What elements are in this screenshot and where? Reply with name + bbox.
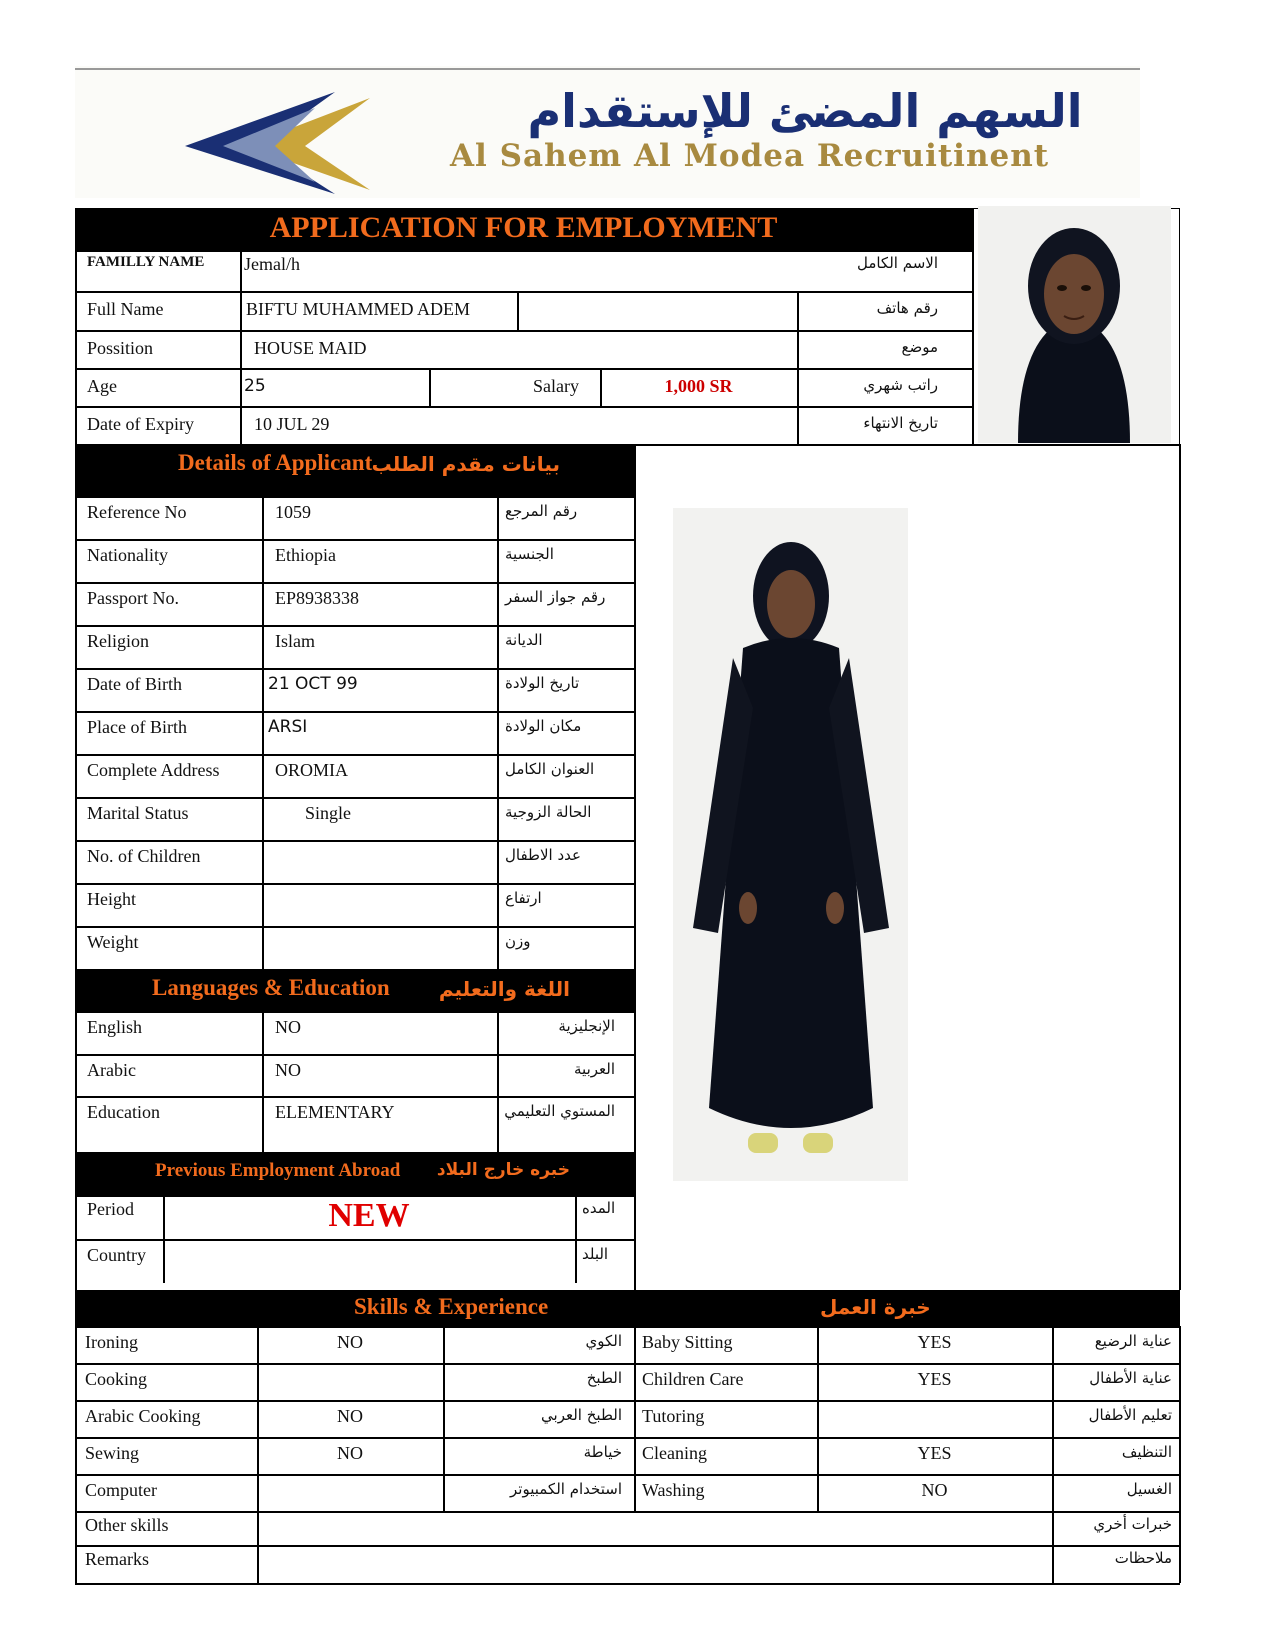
details-title: Details of Applicant: [178, 450, 373, 475]
detail-label: Reference No: [87, 502, 187, 522]
detail-value: EP8938338: [275, 588, 360, 608]
grid-line-v: [1179, 444, 1181, 1290]
grid-line-v: [517, 291, 519, 330]
grid-line-h: [75, 1583, 1180, 1585]
top-label: Date of Expiry: [87, 414, 194, 434]
skill-value: YES: [917, 1443, 952, 1463]
language-label: English: [87, 1017, 143, 1037]
detail-value: 21 OCT 99: [268, 674, 358, 694]
salary-label: Salary: [533, 376, 579, 396]
language-label-arabic: المستوي التعليمي: [504, 1102, 615, 1120]
grid-line-v: [1052, 1326, 1054, 1583]
salary-value: 1,000 SR: [664, 376, 733, 396]
detail-value: ARSI: [268, 717, 308, 737]
grid-line-h: [75, 1511, 1180, 1513]
grid-line-h: [75, 1054, 634, 1056]
skill-label-arabic: الطبخ: [586, 1369, 622, 1387]
skill-label-arabic: عناية الأطفال: [1089, 1369, 1172, 1387]
skill-label-arabic: خياطة: [583, 1443, 622, 1461]
detail-label-arabic: العنوان الكامل: [505, 760, 595, 778]
language-value: NO: [275, 1017, 301, 1037]
languages-title-arabic: اللغة والتعليم: [438, 977, 570, 1001]
detail-label: Passport No.: [87, 588, 180, 608]
language-label-arabic: العربية: [574, 1060, 615, 1078]
logo-arabic-name: السهم المضئ للإستقدام: [527, 84, 1083, 138]
skill-label: Children Care: [642, 1369, 744, 1389]
grid-line-v: [575, 1195, 577, 1283]
grid-line-v: [443, 1326, 445, 1511]
skill-value: NO: [337, 1332, 363, 1352]
grid-line-h: [75, 496, 634, 498]
grid-line-v: [262, 496, 264, 969]
top-value: HOUSE MAID: [254, 338, 367, 358]
grid-line-v: [634, 1326, 636, 1511]
detail-label-arabic: مكان الولادة: [505, 717, 582, 735]
skill-value: YES: [917, 1332, 952, 1352]
skills-title-arabic: خبرة العمل: [820, 1295, 931, 1319]
grid-line-h: [75, 754, 634, 756]
grid-line-h: [75, 797, 634, 799]
skills-title: Skills & Experience: [354, 1294, 549, 1319]
language-label-arabic: الإنجليزية: [558, 1017, 615, 1035]
detail-value: Single: [305, 803, 352, 823]
other-skills-label-arabic: خبرات أخري: [1093, 1515, 1172, 1533]
skill-label-arabic: استخدام الكمبيوتر: [510, 1480, 622, 1498]
language-label: Arabic: [87, 1060, 136, 1080]
top-label-arabic: تاريخ الانتهاء: [863, 414, 938, 432]
detail-label: Height: [87, 889, 136, 909]
detail-value: OROMIA: [275, 760, 349, 780]
grid-line-h: [75, 582, 634, 584]
grid-line-v: [497, 1011, 499, 1152]
full-body-person-icon: [673, 508, 908, 1181]
grid-line-h: [75, 1096, 634, 1098]
skill-label: Cleaning: [642, 1443, 707, 1463]
detail-label-arabic: ارتفاع: [505, 889, 542, 907]
top-label: Full Name: [87, 299, 164, 319]
detail-value: Ethiopia: [275, 545, 336, 565]
top-label: Possition: [87, 338, 154, 358]
remarks-label: Remarks: [85, 1549, 149, 1569]
skill-value: NO: [337, 1406, 363, 1426]
detail-label: Place of Birth: [87, 717, 187, 737]
grid-line-h: [75, 1474, 1180, 1476]
top-value: Jemal/h: [244, 254, 300, 274]
detail-label-arabic: الحالة الزوجية: [505, 803, 592, 821]
remarks-label-arabic: ملاحظات: [1114, 1549, 1172, 1567]
grid-line-h: [75, 539, 634, 541]
detail-label: No. of Children: [87, 846, 201, 866]
skill-label: Computer: [85, 1480, 157, 1500]
grid-line-h: [75, 1437, 1180, 1439]
previous-title: Previous Employment Abroad: [155, 1160, 401, 1181]
detail-value: Islam: [275, 631, 315, 651]
language-value: NO: [275, 1060, 301, 1080]
country-label-arabic: البلد: [582, 1245, 609, 1263]
skill-label-arabic: تعليم الأطفال: [1088, 1406, 1172, 1424]
skill-label-arabic: الطبخ العربي: [541, 1406, 622, 1424]
top-label-arabic: الاسم الكامل: [856, 254, 938, 272]
languages-title: Languages & Education: [152, 975, 390, 1000]
grid-line-h: [75, 291, 972, 293]
top-value: 25: [244, 376, 266, 396]
grid-line-v: [1179, 208, 1180, 444]
grid-line-v: [634, 444, 636, 1290]
grid-line-v: [497, 496, 499, 969]
detail-label-arabic: تاريخ الولادة: [505, 674, 580, 692]
grid-line-h: [75, 1400, 1180, 1402]
detail-label: Marital Status: [87, 803, 189, 823]
top-label: FAMILLY NAME: [87, 254, 205, 270]
top-value: BIFTU MUHAMMED ADEM: [246, 299, 471, 319]
grid-line-h: [75, 711, 634, 713]
skill-label: Arabic Cooking: [85, 1406, 201, 1426]
form-title: APPLICATION FOR EMPLOYMENT: [269, 211, 778, 244]
grid-line-h: [75, 1545, 1180, 1547]
grid-line-h: [75, 840, 634, 842]
detail-label-arabic: رقم المرجع: [505, 502, 578, 520]
detail-label: Nationality: [87, 545, 168, 565]
skill-label: Washing: [642, 1480, 705, 1500]
skill-label-arabic: الكوي: [585, 1332, 622, 1350]
skills-header-bar: [75, 1290, 1180, 1326]
skill-label-arabic: الغسيل: [1126, 1480, 1172, 1498]
detail-label-arabic: وزن: [505, 932, 531, 950]
skill-label: Cooking: [85, 1369, 148, 1389]
detail-label-arabic: الجنسية: [505, 545, 554, 563]
grid-line-v: [972, 208, 974, 444]
skill-value: YES: [917, 1369, 952, 1389]
grid-line-v: [240, 252, 242, 444]
logo-english-name: Al Sahem Al Modea Recruitinent: [450, 138, 1050, 174]
skill-label: Sewing: [85, 1443, 139, 1463]
grid-line-h: [75, 368, 972, 370]
grid-line-h: [75, 406, 972, 408]
grid-line-v: [429, 368, 431, 406]
skill-label-arabic: التنظيف: [1121, 1443, 1172, 1461]
details-title-arabic: بيانات مقدم الطلب: [371, 452, 560, 476]
grid-line-h: [75, 625, 634, 627]
language-label: Education: [87, 1102, 160, 1122]
logo-header: [75, 66, 1140, 198]
top-value: 10 JUL 29: [254, 414, 330, 434]
skill-label-arabic: عناية الرضيع: [1094, 1332, 1172, 1350]
detail-label: Religion: [87, 631, 149, 651]
skill-value: NO: [337, 1443, 363, 1463]
language-value: ELEMENTARY: [275, 1102, 395, 1122]
period-value: NEW: [328, 1197, 410, 1234]
top-label-arabic: راتب شهري: [863, 376, 938, 394]
grid-line-h: [75, 668, 634, 670]
detail-label-arabic: رقم جواز السفر: [505, 588, 606, 606]
period-label: Period: [87, 1199, 134, 1219]
detail-label-arabic: الديانة: [505, 631, 543, 649]
skill-label: Baby Sitting: [642, 1332, 733, 1352]
grid-line-v: [262, 1011, 264, 1152]
grid-line-v: [797, 291, 799, 444]
skill-label: Ironing: [85, 1332, 138, 1352]
grid-line-h: [75, 926, 634, 928]
detail-value: 1059: [275, 502, 311, 522]
grid-line-v: [75, 208, 77, 444]
grid-line-h: [75, 1011, 634, 1013]
skill-value: NO: [921, 1480, 948, 1500]
previous-title-arabic: خبره خارج البلاد: [436, 1160, 570, 1180]
country-label: Country: [87, 1245, 147, 1265]
grid-line-h: [75, 1239, 634, 1241]
detail-label: Complete Address: [87, 760, 220, 780]
top-label-arabic: موضع: [901, 338, 938, 356]
grid-line-h: [75, 1363, 1180, 1365]
logo-arrow-icon: [165, 86, 395, 196]
detail-label-arabic: عدد الاطفال: [505, 846, 581, 864]
grid-line-h: [75, 883, 634, 885]
applicant-portrait: [978, 206, 1171, 443]
logo-rule: [75, 68, 1140, 70]
applicant-full-photo: [673, 508, 908, 1181]
period-label-arabic: المده: [582, 1199, 616, 1217]
top-label-arabic: رقم هاتف: [876, 299, 938, 317]
portrait-person-icon: [978, 206, 1171, 443]
other-skills-label: Other skills: [85, 1515, 169, 1535]
skill-label: Tutoring: [642, 1406, 705, 1426]
top-label: Age: [87, 376, 117, 396]
grid-line-h: [75, 330, 972, 332]
detail-label: Date of Birth: [87, 674, 182, 694]
detail-label: Weight: [87, 932, 139, 952]
grid-line-h: [75, 1326, 1180, 1328]
